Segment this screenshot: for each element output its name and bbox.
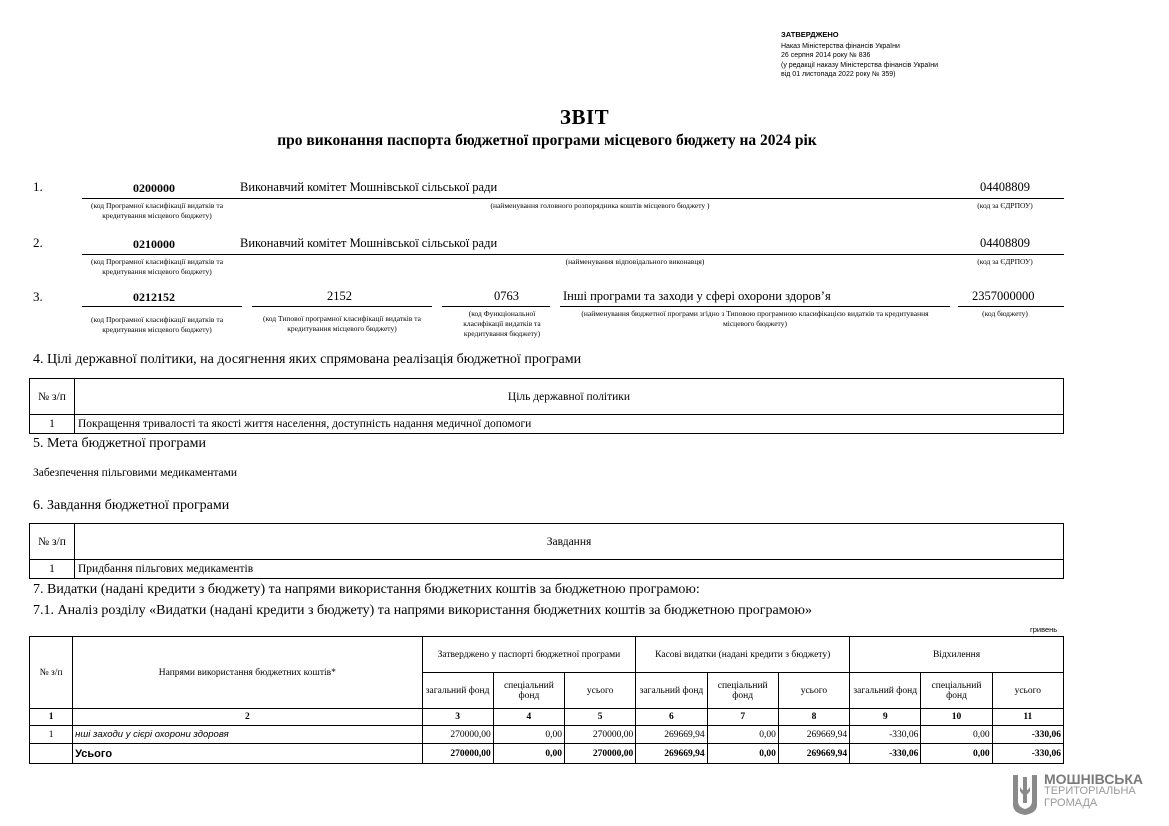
table-row (30, 726, 1064, 744)
expenses-table (29, 636, 1064, 764)
exp-cell: 0,00 (493, 726, 564, 744)
goals-row-num: 1 (30, 415, 75, 434)
goals-row-goal: Покращення тривалості та якості життя населення, доступність надання медичної допомоги (75, 415, 1064, 434)
exp-colnum: 8 (778, 709, 849, 726)
tasks-col-task: Завдання (75, 524, 1064, 560)
exp-col-general: загальний фонд (422, 673, 493, 709)
exp-cell: -330,06 (850, 726, 921, 744)
tasks-row-num: 1 (30, 560, 75, 579)
exp-total-cell: 270000,00 (565, 744, 636, 764)
exp-colnum: 3 (422, 709, 493, 726)
exp-total-cell: 269669,94 (636, 744, 707, 764)
exp-colnum: 2 (73, 709, 422, 726)
exp-col-special: спеціальний фонд (921, 673, 992, 709)
row3-underline-typical (252, 306, 432, 307)
exp-total-cell: 0,00 (493, 744, 564, 764)
section7-title: 7. Видатки (надані кредити з бюджету) та напрями використання бюджетних коштів за бюджетною програмою: (33, 582, 700, 597)
approval-line: від 01 листопада 2022 року № 359) (781, 71, 896, 79)
exp-total-cell: 0,00 (707, 744, 778, 764)
exp-colnum: 7 (707, 709, 778, 726)
exp-colnum: 4 (493, 709, 564, 726)
exp-cell: 270000,00 (565, 726, 636, 744)
exp-cell: 0,00 (707, 726, 778, 744)
exp-col-deviation: Відхилення (850, 637, 1064, 673)
exp-colnum: 9 (850, 709, 921, 726)
row2-underline (82, 254, 1064, 255)
exp-row-num: 1 (30, 726, 73, 744)
row3-number: 3. (33, 289, 43, 304)
section5-text: Забезпечення пільговими медикаментами (33, 467, 238, 479)
exp-colnum: 1 (30, 709, 73, 726)
row2-code: 0210000 (133, 237, 175, 251)
watermark-text (1044, 773, 1143, 809)
row3-functional-code: 0763 (494, 289, 519, 303)
row1-underline (82, 198, 1064, 199)
exp-col-general: загальний фонд (636, 673, 707, 709)
exp-colnum: 6 (636, 709, 707, 726)
exp-total-cell: 270000,00 (422, 744, 493, 764)
exp-cell: -330,06 (992, 726, 1063, 744)
row3-underline-name (560, 306, 950, 307)
row3-caption-budget: (код бюджету) (982, 309, 1028, 318)
row1-edrpou: 04408809 (980, 180, 1030, 194)
row2-number: 2. (33, 235, 43, 250)
row1-caption-name: (найменування головного розпорядника коштів місцевого бюджету ) (490, 201, 710, 210)
exp-col-total: усього (992, 673, 1063, 709)
exp-cell: 270000,00 (422, 726, 493, 744)
tasks-table (29, 523, 1064, 579)
row3-caption-name: (найменування бюджетної програми згідно з Типовою програмною класифікацією видатків та кредитування місцевого бюджету) (581, 309, 929, 328)
row3-caption-functional: (код Функціональної класифікації видатків та кредитування бюджету) (463, 309, 541, 338)
row3-typical-code: 2152 (327, 289, 352, 303)
exp-col-approved: Затверджено у паспорті бюджетної програми (422, 637, 636, 673)
trident-icon (1010, 773, 1040, 817)
goals-col-goal: Ціль державної політики (75, 379, 1064, 415)
page-subtitle: про виконання паспорта бюджетної програми місцевого бюджету на 2024 рік (277, 132, 817, 149)
approval-block (781, 30, 938, 80)
table-total-row (30, 744, 1064, 764)
page-title: ЗВІТ (559, 105, 610, 129)
approval-line: Наказ Міністерства фінансів України (781, 42, 900, 50)
exp-row-name: нші заходи у сієрі охорони здоровя (73, 726, 422, 744)
unit-label: гривень (1030, 625, 1058, 634)
exp-colnum: 11 (992, 709, 1063, 726)
exp-col-special: спеціальний фонд (707, 673, 778, 709)
exp-col-general: загальний фонд (850, 673, 921, 709)
exp-colnum: 5 (565, 709, 636, 726)
goals-table (29, 378, 1064, 434)
approval-line: (у редакції наказу Міністерства фінансів України (781, 61, 939, 69)
row2-caption-code: (код Програмної класифікації видатків та кредитування місцевого бюджету) (90, 257, 224, 276)
row1-caption-edrpou: (код за ЄДРПОУ) (977, 201, 1033, 210)
row3-name: Інші програми та заходи у сфері охорони здоров’я (563, 289, 831, 303)
exp-cell: 269669,94 (778, 726, 849, 744)
exp-total-label: Усього (73, 744, 422, 764)
row2-edrpou: 04408809 (980, 236, 1030, 250)
section7-subtitle: 7.1. Аналіз розділу «Видатки (надані кредити з бюджету) та напрями використання бюджетних коштів за бюджетною програмою» (33, 603, 813, 618)
row1-number: 1. (33, 179, 43, 194)
row2-caption-edrpou: (код за ЄДРПОУ) (977, 257, 1033, 266)
row3-underline-budget (958, 306, 1064, 307)
row3-budget-code: 2357000000 (972, 289, 1035, 303)
exp-total-cell: -330,06 (850, 744, 921, 764)
tasks-col-num: № з/п (30, 524, 75, 560)
row1-name: Виконавчий комітет Мошнівської сільської ради (240, 180, 498, 194)
section5-title: 5. Мета бюджетної програми (33, 436, 206, 451)
row2-name: Виконавчий комітет Мошнівської сільської ради (240, 236, 498, 250)
exp-col-total: усього (565, 673, 636, 709)
row3-underline-functional (442, 306, 550, 307)
exp-col-special: спеціальний фонд (493, 673, 564, 709)
exp-total-cell: 269669,94 (778, 744, 849, 764)
exp-total-num (30, 744, 73, 764)
exp-col-num: № з/п (30, 637, 73, 709)
row2-caption-name: (найменування відповідального виконавця) (565, 257, 705, 266)
approval-title: ЗАТВЕРДЖЕНО (781, 30, 839, 39)
watermark-line2: ТЕРИТОРІАЛЬНА (1044, 785, 1136, 797)
exp-total-cell: -330,06 (992, 744, 1063, 764)
exp-cell: 269669,94 (636, 726, 707, 744)
row3-caption-typical: (код Типової програмної класифікації видатків та кредитування місцевого бюджету) (262, 314, 422, 333)
exp-col-total: усього (778, 673, 849, 709)
exp-col-cash: Касові видатки (надані кредити з бюджету) (636, 637, 850, 673)
exp-cell: 0,00 (921, 726, 992, 744)
approval-line: 26 серпня 2014 року № 836 (781, 52, 871, 60)
row1-code: 0200000 (133, 181, 175, 195)
exp-colnum: 10 (921, 709, 992, 726)
row3-caption-code: (код Програмної класифікації видатків та кредитування місцевого бюджету) (90, 315, 224, 334)
goals-col-num: № з/п (30, 379, 75, 415)
exp-total-cell: 0,00 (921, 744, 992, 764)
row1-caption-code: (код Програмної класифікації видатків та кредитування місцевого бюджету) (90, 201, 224, 220)
row3-code: 0212152 (133, 290, 175, 304)
section4-title: 4. Цілі державної політики, на досягнення яких спрямована реалізація бюджетної програми (33, 352, 582, 367)
section6-title: 6. Завдання бюджетної програми (33, 498, 230, 513)
exp-col-direction: Напрями використання бюджетних коштів* (73, 637, 422, 709)
watermark-line1: МОШНІВСЬКА (1044, 771, 1144, 787)
watermark (1010, 773, 1160, 819)
row3-underline-code (82, 306, 242, 307)
tasks-row-task: Придбання пільгових медикаментів (75, 560, 1064, 579)
watermark-line3: ГРОМАДА (1044, 797, 1098, 809)
